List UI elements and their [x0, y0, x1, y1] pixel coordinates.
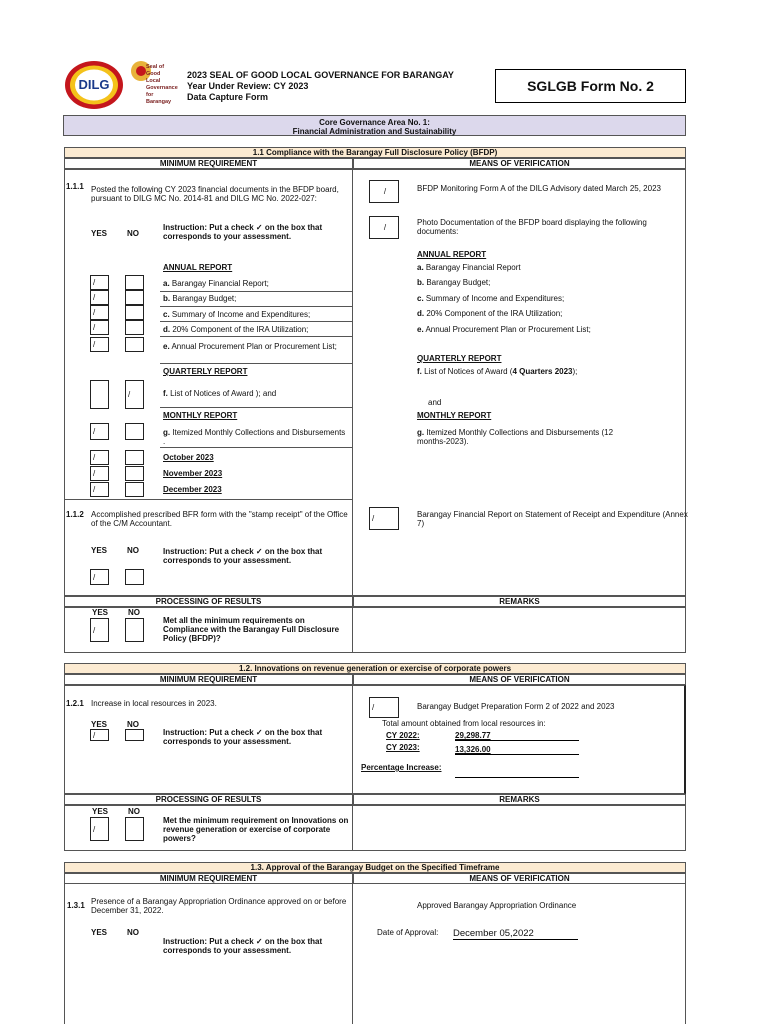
yes-checkbox[interactable]: / [90, 290, 109, 305]
dilg-logo-text: DILG [78, 77, 110, 92]
annual-item: d. 20% Component of the IRA Utilization; [163, 325, 309, 334]
and-label: and [428, 398, 442, 407]
form-title: 2023 SEAL OF GOOD LOCAL GOVERNANCE FOR BARANGAY [187, 70, 454, 80]
form-number: SGLGB Form No. 2 [527, 78, 654, 94]
mov-monthly-item: g. Itemized Monthly Collections and Disbursements (12 months-2023). [417, 428, 614, 446]
mov-item: Approved Barangay Appropriation Ordinance [417, 901, 577, 910]
mov-annual-item: e. Annual Procurement Plan or Procurement List; [417, 325, 591, 334]
mov-checkbox[interactable]: / [369, 180, 399, 203]
seal-line: Good [146, 71, 161, 77]
seal-line: Barangay [146, 99, 172, 105]
year-under-review: Year Under Review: CY 2023 [187, 81, 309, 91]
mov-item: Barangay Financial Report on Statement of Receipt and Expenditure (Annex 7) [417, 510, 688, 528]
mov-item: Barangay Budget Preparation Form 2 of 2022 and 2023 [417, 702, 615, 711]
area-line-1: Core Governance Area No. 1: [319, 118, 430, 127]
no-label: NO [128, 608, 140, 617]
instruction-text: Instruction: Put a check ✓ on the box that corresponds to your assessment. [163, 547, 323, 565]
month-label: October 2023 [163, 453, 214, 462]
no-label: NO [127, 229, 139, 238]
min-req-header: MINIMUM REQUIREMENT [64, 158, 353, 169]
quarterly-item: f. List of Notices of Award ); and [163, 389, 277, 398]
seal-line: Local [146, 78, 161, 84]
mov-header: MEANS OF VERIFICATION [353, 873, 686, 884]
dilg-logo [64, 60, 124, 110]
section-1-3-title: 1.3. Approval of the Barangay Budget on the Specified Timeframe [64, 862, 686, 873]
yes-label: YES [92, 807, 109, 816]
yes-checkbox[interactable]: / [90, 817, 109, 841]
mov-annual-item: a. Barangay Financial Report [417, 263, 521, 272]
seal-line: Seal of [146, 64, 165, 70]
yes-checkbox[interactable]: / [90, 450, 109, 465]
yes-label: YES [92, 608, 109, 617]
result-question: Met the minimum requirement on Innovations on revenue generation or exercise of corporate powers? [163, 816, 349, 843]
yes-label: YES [91, 720, 108, 729]
instruction-text: Instruction: Put a check ✓ on the box that corresponds to your assessment. [163, 937, 323, 955]
item-number: 1.2.1 [66, 699, 84, 708]
cy2022-value: 29,298.77 [455, 731, 579, 741]
annual-item: a. Barangay Financial Report; [163, 279, 269, 288]
section-1-1-title: 1.1 Compliance with the Barangay Full Disclosure Policy (BFDP) [64, 147, 686, 158]
form-subtitle: Data Capture Form [187, 92, 269, 102]
cy2023-label: CY 2023: [386, 743, 420, 752]
yes-checkbox[interactable]: / [90, 305, 109, 320]
mov-quarterly-item: f. List of Notices of Award (4 Quarters 2023); [417, 367, 578, 376]
percentage-value[interactable] [455, 770, 579, 778]
no-checkbox[interactable] [125, 290, 144, 305]
month-label: December 2023 [163, 485, 222, 494]
yes-checkbox[interactable]: / [90, 729, 109, 741]
instruction-text: Instruction: Put a check ✓ on the box that corresponds to your assessment. [163, 223, 323, 241]
sglgb-seal [130, 60, 185, 110]
yes-label: YES [91, 928, 108, 937]
yes-checkbox[interactable]: / [90, 275, 109, 290]
no-checkbox[interactable] [125, 337, 144, 352]
item-number: 1.1.2 [66, 510, 84, 519]
no-label: NO [128, 807, 140, 816]
yes-label: YES [91, 546, 108, 555]
remarks-area[interactable] [354, 608, 685, 652]
processing-header: PROCESSING OF RESULTS [64, 596, 353, 607]
remarks-header: REMARKS [353, 596, 686, 607]
percentage-label: Percentage Increase: [361, 763, 442, 772]
no-checkbox[interactable] [125, 466, 144, 481]
yes-checkbox[interactable]: / [90, 337, 109, 352]
no-checkbox[interactable] [125, 618, 144, 642]
mov-annual-item: d. 20% Component of the IRA Utilization; [417, 309, 563, 318]
yes-checkbox[interactable]: / [90, 466, 109, 481]
item-text: Presence of a Barangay Appropriation Ordinance approved on or before December 31, 2022. [91, 897, 347, 915]
yes-checkbox[interactable]: / [90, 569, 109, 585]
instruction-text: Instruction: Put a check ✓ on the box that corresponds to your assessment. [163, 728, 323, 746]
mov-header: MEANS OF VERIFICATION [353, 674, 686, 685]
governance-area-banner [63, 115, 686, 136]
yes-checkbox[interactable]: / [90, 423, 109, 440]
no-label: NO [127, 720, 139, 729]
mov-quarterly-label: QUARTERLY REPORT [417, 354, 502, 363]
section-1-2-title: 1.2. Innovations on revenue generation or exercise of corporate powers [64, 663, 686, 674]
remarks-header: REMARKS [353, 794, 686, 805]
mov-checkbox[interactable]: / [369, 507, 399, 530]
no-checkbox[interactable] [125, 729, 144, 741]
annual-item: b. Barangay Budget; [163, 294, 237, 303]
month-label: November 2023 [163, 469, 223, 478]
no-checkbox[interactable] [125, 817, 144, 841]
remarks-area[interactable] [354, 806, 685, 850]
date-of-approval-label: Date of Approval: [377, 928, 439, 937]
area-line-2: Financial Administration and Sustainability [292, 127, 457, 136]
item-text: Posted the following CY 2023 financial documents in the BFDP board, pursuant to DILG MC No. 2014-81 and DILG MC No. 2022-027: [91, 185, 339, 203]
mov-item: BFDP Monitoring Form A of the DILG Advisory dated March 25, 2023 [417, 184, 661, 193]
date-of-approval-value: December 05,2022 [453, 928, 578, 940]
result-question: Met all the minimum requirements on Compliance with the Barangay Full Disclosure Policy (BFDP)? [163, 616, 340, 643]
monthly-item: g. Itemized Monthly Collections and Disbursements . [163, 428, 346, 446]
item-text: Accomplished prescribed BFR form with the "stamp receipt" of the Office of the C/M Accountant. [91, 510, 348, 528]
mov-annual-item: b. Barangay Budget; [417, 278, 491, 287]
form-number-box [495, 69, 686, 103]
no-label: NO [127, 928, 139, 937]
item-number: 1.1.1 [66, 182, 84, 191]
yes-checkbox[interactable]: / [90, 618, 109, 642]
yes-checkbox[interactable] [90, 380, 109, 409]
quarterly-report-label: QUARTERLY REPORT [163, 367, 248, 376]
cy2023-value: 13,326.00 [455, 745, 579, 755]
mov-checkbox[interactable]: / [369, 216, 399, 239]
no-checkbox[interactable]: / [125, 380, 144, 409]
no-checkbox[interactable] [125, 482, 144, 497]
no-checkbox[interactable] [125, 423, 144, 440]
yes-checkbox[interactable]: / [90, 320, 109, 335]
no-checkbox[interactable] [125, 569, 144, 585]
item-text: Increase in local resources in 2023. [91, 699, 217, 708]
mov-annual-label: ANNUAL REPORT [417, 250, 487, 259]
annual-item: e. Annual Procurement Plan or Procurement List; [163, 342, 337, 351]
mov-monthly-label: MONTHLY REPORT [417, 411, 492, 420]
mov-item: Photo Documentation of the BFDP board displaying the following documents: [417, 218, 647, 236]
seal-line: Governance for [146, 85, 178, 98]
annual-report-label: ANNUAL REPORT [163, 263, 233, 272]
no-checkbox[interactable] [125, 450, 144, 465]
no-checkbox[interactable] [125, 275, 144, 290]
min-req-header: MINIMUM REQUIREMENT [64, 674, 353, 685]
yes-label: YES [91, 229, 108, 238]
item-number: 1.3.1 [67, 901, 85, 910]
monthly-report-label: MONTHLY REPORT [163, 411, 238, 420]
no-checkbox[interactable] [125, 305, 144, 320]
total-amount-label: Total amount obtained from local resources in: [382, 719, 546, 728]
cy2022-label: CY 2022: [386, 731, 420, 740]
annual-item: c. Summary of Income and Expenditures; [163, 310, 311, 319]
yes-checkbox[interactable]: / [90, 482, 109, 497]
processing-header: PROCESSING OF RESULTS [64, 794, 353, 805]
no-checkbox[interactable] [125, 320, 144, 335]
mov-header: MEANS OF VERIFICATION [353, 158, 686, 169]
mov-annual-item: c. Summary of Income and Expenditures; [417, 294, 565, 303]
mov-checkbox[interactable]: / [369, 697, 399, 718]
min-req-header: MINIMUM REQUIREMENT [64, 873, 353, 884]
no-label: NO [127, 546, 139, 555]
